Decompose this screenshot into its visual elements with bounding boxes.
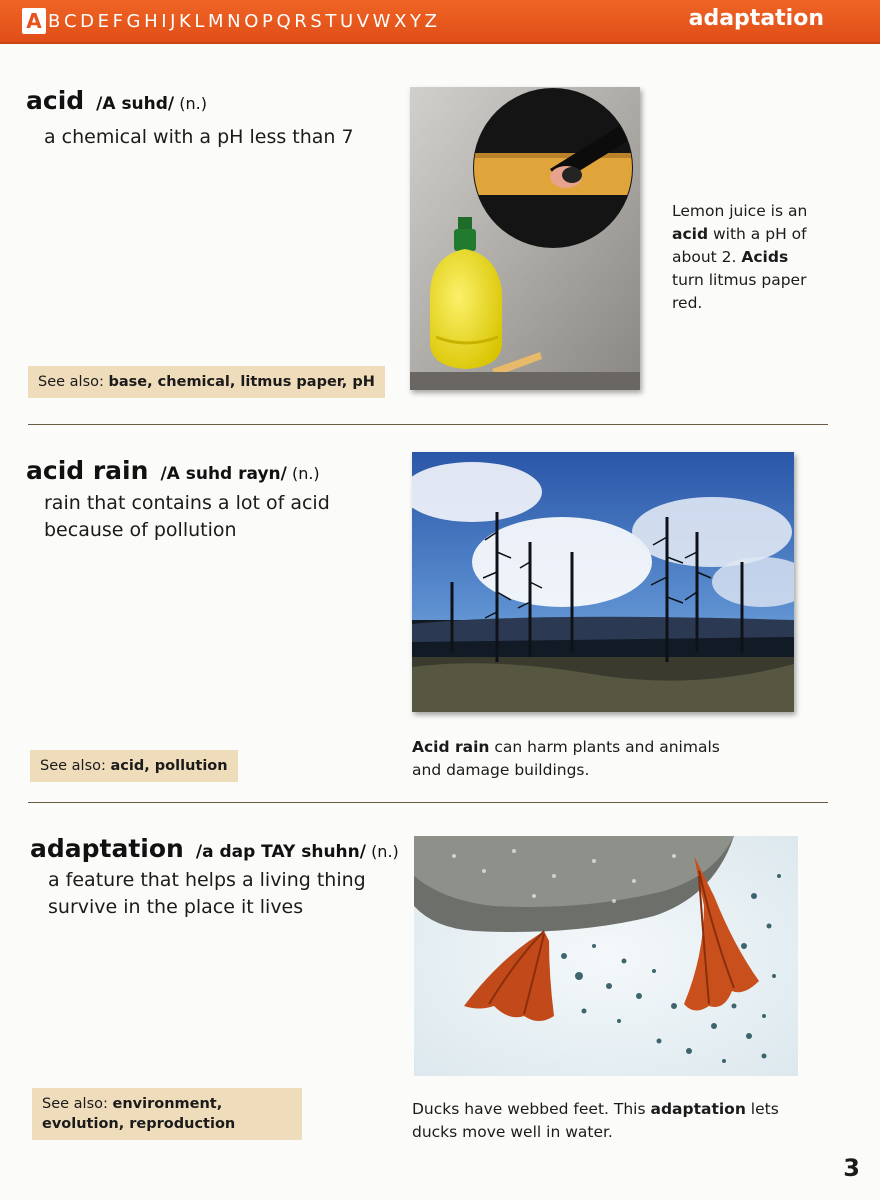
alphabet-letter[interactable]: K [179,10,191,32]
alphabet-letter[interactable]: R [294,10,307,32]
caption-text: turn litmus paper red. [672,271,807,312]
alphabet-letter[interactable]: Z [424,10,437,32]
see-also-terms[interactable]: base, chemical, litmus paper, pH [108,374,375,390]
alphabet-letter-active[interactable]: A [22,8,46,34]
alphabet-letter[interactable]: M [208,10,224,32]
entry-term: acid [26,86,85,115]
alphabet-letter[interactable]: S [310,10,322,32]
see-also-label: See also: [42,1096,108,1112]
alphabet-letter[interactable]: B [48,10,61,32]
see-also-terms[interactable]: environment, evolution, reproduction [42,1096,236,1132]
duck-webbed-feet-image [414,836,798,1076]
entry-definition: a chemical with a pH less than 7 [44,126,354,148]
see-also-terms[interactable]: acid, pollution [110,758,228,774]
see-also-label: See also: [38,374,104,390]
alphabet-letter[interactable]: Q [276,10,291,32]
entry-definition: rain that contains a lot of acid because of pollution [44,492,330,541]
alphabet-letter[interactable]: T [325,10,337,32]
caption-bold-term: Acid rain [412,738,490,756]
entry-definition: a feature that helps a living thing survive in the place it lives [48,869,366,918]
page-number: 3 [843,1154,860,1182]
caption-bold-term: adaptation [650,1100,746,1118]
entry-adaptation-heading [30,834,399,863]
lemon-juice-litmus-image [410,87,640,390]
entry-pronunciation: /A suhd rayn/ [160,464,287,484]
section-divider [28,802,828,803]
caption-bold-term: acid [672,225,709,243]
alphabet-letter[interactable]: I [161,10,167,32]
acid-rain-photo-caption [412,736,752,782]
alphabet-letter[interactable]: Y [410,10,421,32]
section-divider [28,424,828,425]
entry-part-of-speech: (n.) [179,94,207,113]
alphabet-letter[interactable]: J [170,10,176,32]
entry-acid-heading [26,86,207,115]
alphabet-header-bar [0,0,880,44]
entry-acid-rain-heading [26,456,320,485]
acid-photo-caption [672,200,822,315]
acid-rain-forest-image [412,452,794,712]
entry-part-of-speech: (n.) [291,464,320,483]
alphabet-letter[interactable]: F [112,10,123,32]
alphabet-letter[interactable]: W [372,10,391,32]
alphabet-letter[interactable]: P [262,10,273,32]
alphabet-letter[interactable]: V [356,10,370,32]
caption-text: can harm plants and animals and damage buildings. [412,738,720,779]
lemon-juice-litmus-photo [410,87,640,390]
alphabet-letter[interactable]: H [144,10,158,32]
alphabet-letter[interactable]: O [244,10,259,32]
alphabet-letter[interactable]: G [126,10,141,32]
alphabet-letter[interactable]: C [63,10,77,32]
entry-pronunciation: /a dap TAY shuhn/ [195,842,366,862]
duck-webbed-feet-photo [414,836,798,1076]
caption-text: Lemon juice is an [672,202,808,220]
see-also-box-acid-rain [30,750,238,782]
alphabet-letter[interactable]: N [227,10,241,32]
alphabet-letter[interactable]: D [80,10,94,32]
caption-text: lets ducks move well in water. [412,1100,779,1141]
see-also-box-adaptation [32,1088,302,1140]
alphabet-letter[interactable]: X [394,10,407,32]
entry-term: acid rain [26,456,149,485]
entry-part-of-speech: (n.) [371,842,399,861]
see-also-box-acid [28,366,385,398]
guide-word: adaptation [688,6,824,31]
alphabet-index [22,8,441,34]
alphabet-letter[interactable]: L [194,10,205,32]
acid-rain-forest-photo [412,452,794,712]
caption-text: with a pH of about 2. [672,225,807,266]
adaptation-photo-caption [412,1098,782,1144]
see-also-label: See also: [40,758,106,774]
caption-bold-term: Acids [741,248,789,266]
caption-text: Ducks have webbed feet. This [412,1100,651,1118]
entry-term: adaptation [30,834,184,863]
alphabet-letter[interactable]: E [97,10,109,32]
entry-pronunciation: /A suhd/ [96,94,175,114]
alphabet-letter[interactable]: U [339,10,354,32]
